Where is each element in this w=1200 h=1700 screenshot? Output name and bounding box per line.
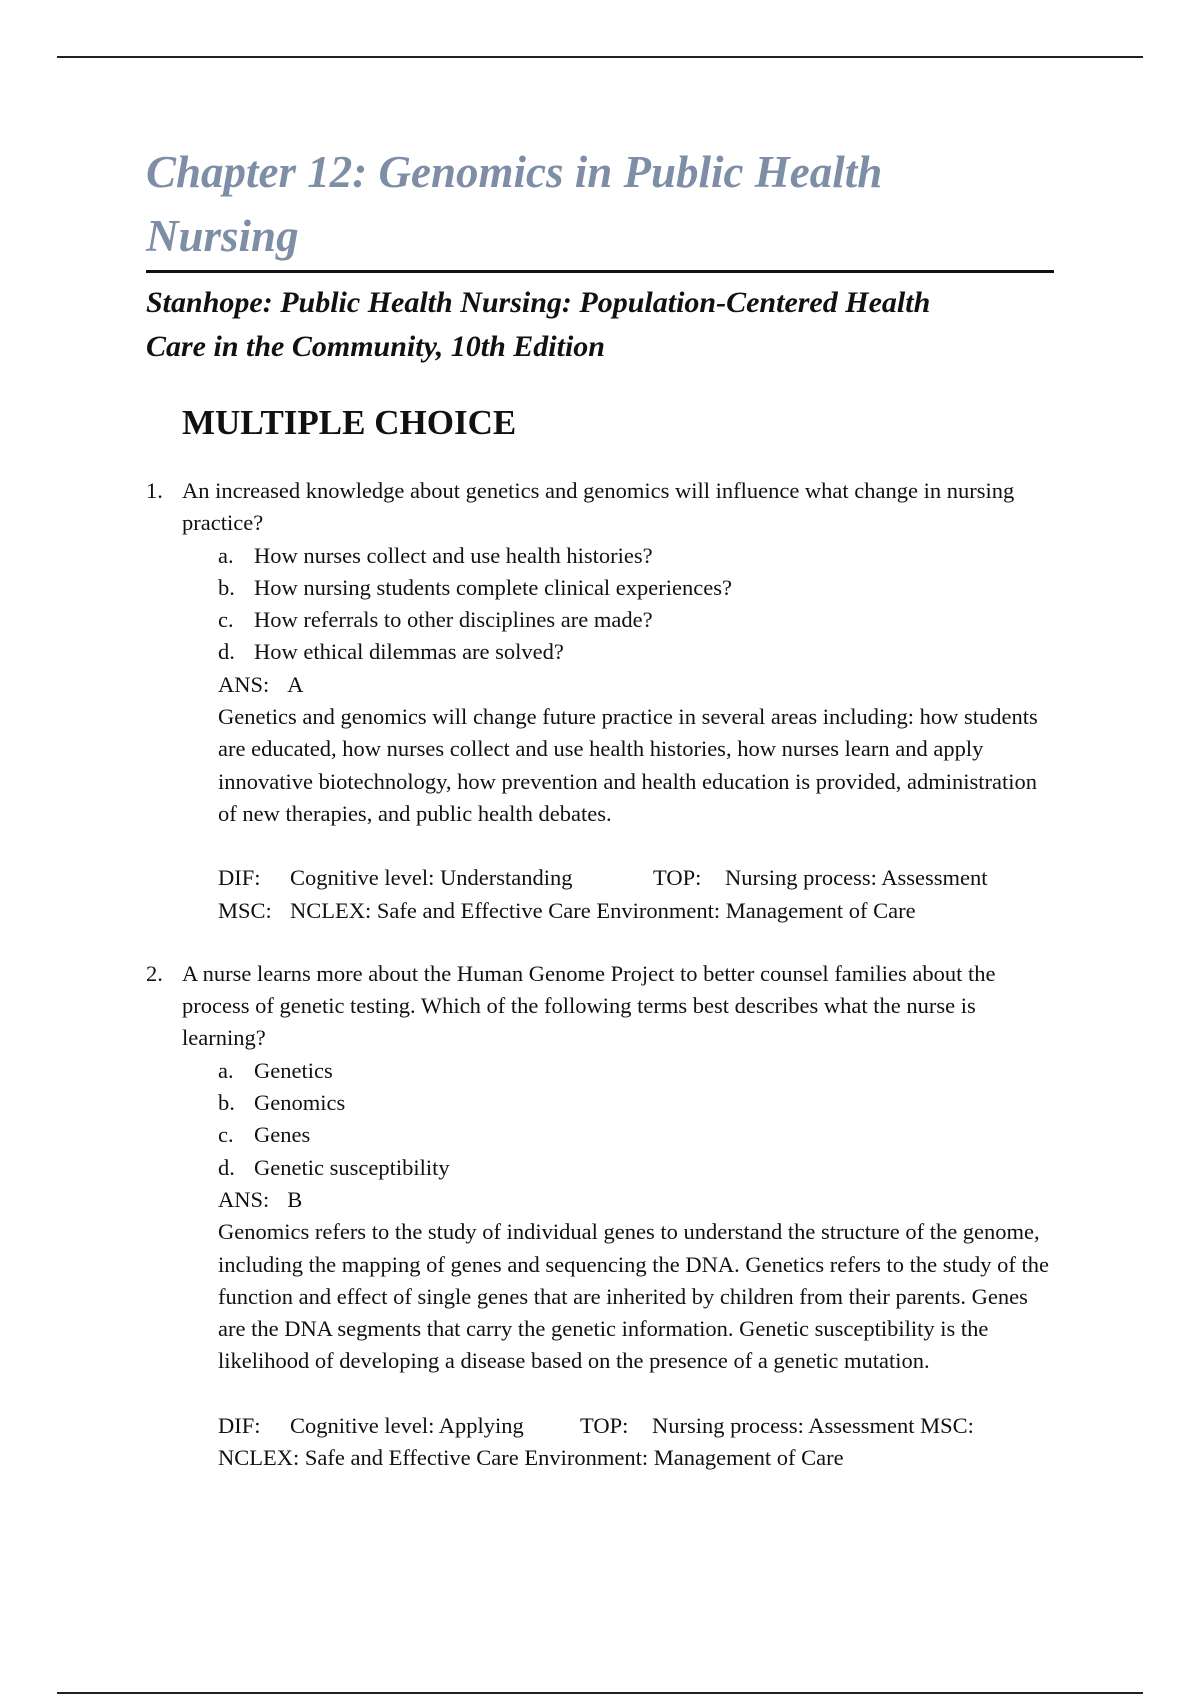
answer-value: A bbox=[287, 671, 304, 697]
question-metadata bbox=[218, 1410, 1054, 1475]
subtitle-line2: Care in the Community, 10th Edition bbox=[146, 330, 605, 363]
question-text: An increased knowledge about genetics and genomics will influence what change in nursing practice? bbox=[182, 478, 1015, 536]
dif-value: Cognitive level: Understanding bbox=[290, 865, 573, 891]
option-letter: c. bbox=[218, 607, 234, 633]
top-label: TOP: bbox=[580, 1412, 629, 1438]
option-text: How ethical dilemmas are solved? bbox=[254, 639, 564, 665]
msc-label: MSC: bbox=[218, 897, 272, 923]
msc-value: NCLEX: Safe and Effective Care Environment: Management of Care bbox=[290, 897, 916, 923]
answer bbox=[218, 1184, 1054, 1216]
answer-label: ANS: bbox=[218, 671, 270, 697]
options-list bbox=[218, 540, 1054, 669]
question-text: A nurse learns more about the Human Genome Project to better counsel families about the process of genetic testing. Which of the following terms best describes what the nurse is learning? bbox=[182, 960, 996, 1051]
chapter-title-line2: Nursing bbox=[146, 211, 299, 261]
option-letter: c. bbox=[218, 1122, 234, 1148]
top-rule bbox=[57, 56, 1143, 58]
option-a bbox=[218, 540, 1054, 572]
option-text: Genetics bbox=[254, 1057, 333, 1083]
rationale: Genetics and genomics will change future practice in several areas including: how students are educated, how nurses collect and use health histories, how nurses learn and apply innovative biotechnology, how prevention and health education is provided, administration of new therapies, and public health debates. bbox=[218, 704, 1038, 826]
content bbox=[146, 140, 1054, 1474]
top-label: TOP: bbox=[653, 865, 702, 891]
option-text: Genes bbox=[254, 1122, 311, 1148]
options-list bbox=[218, 1055, 1054, 1184]
question-1 bbox=[146, 475, 1054, 927]
chapter-title bbox=[146, 140, 1054, 273]
dif-label: DIF: bbox=[218, 1412, 261, 1438]
dif-label: DIF: bbox=[218, 865, 261, 891]
top-value: Nursing process: Assessment bbox=[652, 1412, 915, 1438]
option-letter: d. bbox=[218, 639, 235, 665]
question-metadata bbox=[218, 862, 1054, 927]
option-letter: d. bbox=[218, 1154, 235, 1180]
option-b bbox=[218, 572, 1054, 604]
option-text: How referrals to other disciplines are made? bbox=[254, 607, 653, 633]
question-number: 2. bbox=[146, 960, 163, 986]
option-b bbox=[218, 1087, 1054, 1119]
option-d bbox=[218, 636, 1054, 668]
option-letter: a. bbox=[218, 542, 234, 568]
option-text: How nursing students complete clinical experiences? bbox=[254, 574, 732, 600]
bottom-rule bbox=[57, 1692, 1143, 1694]
top-value: Nursing process: Assessment bbox=[725, 865, 988, 891]
option-text: How nurses collect and use health histories? bbox=[254, 542, 653, 568]
option-text: Genetic susceptibility bbox=[254, 1154, 450, 1180]
option-a bbox=[218, 1055, 1054, 1087]
option-c bbox=[218, 604, 1054, 636]
option-c bbox=[218, 1119, 1054, 1151]
option-letter: b. bbox=[218, 574, 235, 600]
question-number: 1. bbox=[146, 478, 163, 503]
question-2 bbox=[146, 958, 1054, 1474]
rationale: Genomics refers to the study of individual genes to understand the structure of the genome, including the mapping of genes and sequencing the DNA. Genetics refers to the study of the function and effect of single genes that are inherited by children from their parents. Genes are the DNA segments that carry the genetic information. Genetic susceptibility is the likelihood of developing a disease based on the presence of a genetic mutation. bbox=[218, 1219, 1050, 1374]
option-letter: a. bbox=[218, 1057, 234, 1083]
answer-value: B bbox=[287, 1186, 303, 1212]
option-text: Genomics bbox=[254, 1090, 346, 1116]
subtitle-line1: Stanhope: Public Health Nursing: Population-Centered Health bbox=[146, 286, 931, 319]
msc-label: MSC: bbox=[920, 1412, 974, 1438]
answer-label: ANS: bbox=[218, 1186, 270, 1212]
section-heading: MULTIPLE CHOICE bbox=[182, 403, 517, 442]
option-letter: b. bbox=[218, 1090, 235, 1116]
dif-value: Cognitive level: Applying bbox=[290, 1412, 524, 1438]
answer bbox=[218, 669, 1054, 701]
chapter-title-line1: Chapter 12: Genomics in Public Health bbox=[146, 147, 883, 197]
option-d bbox=[218, 1152, 1054, 1184]
book-subtitle bbox=[146, 281, 1054, 369]
msc-value: NCLEX: Safe and Effective Care Environment: Management of Care bbox=[218, 1445, 844, 1471]
